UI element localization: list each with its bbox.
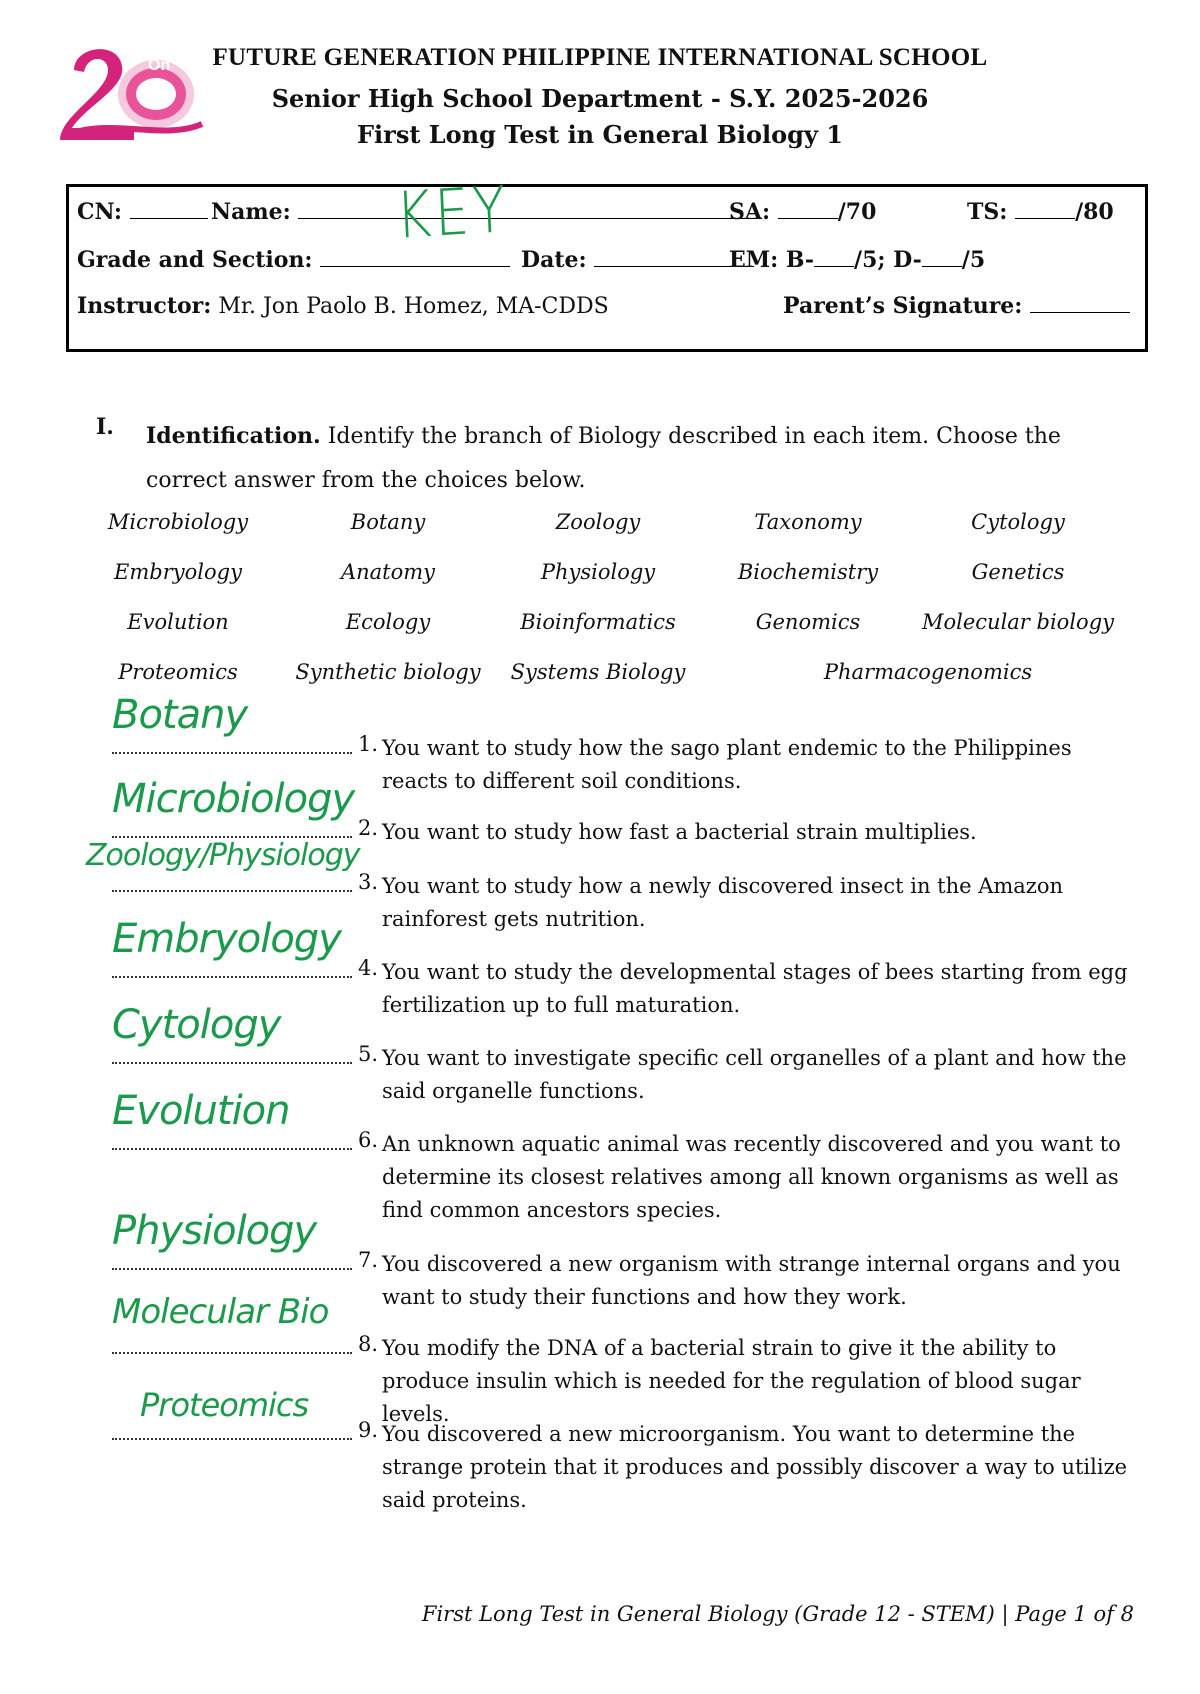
choice: Embryology (114, 560, 242, 584)
choice: Microbiology (107, 510, 249, 534)
question-text: You want to study how fast a bacterial strain multiplies. (382, 820, 977, 844)
sa-total: /70 (837, 199, 877, 225)
answer-blank[interactable] (112, 1438, 352, 1440)
date-label: Date: (521, 247, 587, 273)
name-label: Name: (211, 199, 291, 225)
question-number: 8. (358, 1332, 379, 1356)
question-text: You want to study the developmental stages of bees starting from egg fertilization up to full maturation. (382, 960, 1128, 1017)
handwritten-answer: Embryology (112, 916, 341, 962)
question-number: 4. (358, 956, 379, 980)
answer-blank[interactable] (112, 752, 352, 754)
answer-blank[interactable] (112, 1352, 352, 1354)
question-text: You want to study how a newly discovered insect in the Amazon rainforest gets nutrition. (382, 874, 1064, 931)
section-instructions (146, 414, 1126, 503)
choice: Cytology (971, 510, 1065, 534)
choice: Botany (350, 510, 426, 534)
choice: Physiology (540, 560, 656, 584)
handwritten-answer: Molecular Bio (112, 1292, 329, 1332)
question-text: You discovered a new microorganism. You want to determine the strange protein that it produces and possibly discover a way to utilize said proteins. (382, 1422, 1128, 1512)
answer-blank[interactable] (112, 1268, 352, 1270)
handwritten-answer: Zoology/Physiology (86, 838, 360, 873)
question-text: An unknown aquatic animal was recently discovered and you want to determine its closest relatives among all known organisms as well as find common ancestors species. (382, 1132, 1121, 1222)
choice: Molecular biology (922, 610, 1114, 634)
school-name: FUTURE GENERATION PHILIPPINE INTERNATIONAL SCHOOL (212, 44, 988, 71)
question-text: You modify the DNA of a bacterial strain to give it the ability to produce insulin which is needed for the regulation of blood sugar levels. (382, 1336, 1081, 1426)
date-field[interactable] (521, 247, 754, 273)
handwritten-answer: Physiology (112, 1208, 317, 1254)
ts-label: TS: (967, 199, 1008, 225)
question-number: 7. (358, 1248, 379, 1272)
answer-blank[interactable] (112, 976, 352, 978)
question-number: 2. (358, 816, 379, 840)
grade-section-label: Grade and Section: (77, 247, 313, 273)
choice: Ecology (345, 610, 431, 634)
question-number: 3. (358, 870, 379, 894)
question-text: You want to investigate specific cell organelles of a plant and how the said organelle functions. (382, 1046, 1127, 1103)
question-number: 1. (358, 732, 379, 756)
answer-blank[interactable] (112, 890, 352, 892)
em-mid: /5; D- (854, 247, 922, 273)
choice: Proteomics (118, 660, 238, 684)
choice: Pharmacogenomics (823, 660, 1033, 684)
svg-text:On: On (148, 57, 171, 74)
choice: Anatomy (340, 560, 436, 584)
em-end: /5 (961, 247, 986, 273)
choice: Taxonomy (754, 510, 862, 534)
em-label: EM: B- (729, 247, 815, 273)
choice: Synthetic biology (295, 660, 481, 684)
choice: Genomics (755, 610, 861, 634)
department: Senior High School Department - S.Y. 2025-2026 (271, 84, 929, 113)
sa-label: SA: (729, 199, 771, 225)
handwritten-answer: Botany (112, 692, 248, 738)
choice: Bioinformatics (520, 610, 676, 634)
choice: Biochemistry (737, 560, 879, 584)
question-text: You want to study how the sago plant endemic to the Philippines reacts to different soil conditions. (382, 736, 1072, 793)
page-footer: First Long Test in General Biology (Grade 12 - STEM) | Page 1 of 8 (421, 1602, 1134, 1626)
instructor-label: Instructor: (77, 293, 212, 319)
em-field[interactable] (729, 247, 985, 273)
section-number: I. (96, 414, 114, 440)
test-title: First Long Test in General Biology 1 (357, 120, 843, 149)
handwritten-answer: Proteomics (140, 1386, 309, 1424)
ts-total: /80 (1075, 199, 1114, 225)
cn-label: CN: (77, 199, 122, 225)
handwritten-answer: Evolution (112, 1088, 290, 1134)
question-text: You discovered a new organism with strange internal organs and you want to study their functions and how they work. (382, 1252, 1121, 1309)
handwritten-answer: Cytology (112, 1002, 281, 1048)
choice: Systems Biology (510, 660, 686, 684)
sa-field[interactable] (729, 199, 876, 225)
instructor-field (77, 293, 609, 319)
parent-signature-field[interactable] (783, 293, 1130, 319)
parent-signature-label: Parent’s Signature: (783, 293, 1023, 319)
question-number: 5. (358, 1042, 379, 1066)
answer-blank[interactable] (112, 1148, 352, 1150)
choice: Zoology (555, 510, 641, 534)
ts-field[interactable] (967, 199, 1114, 225)
question-number: 9. (358, 1418, 379, 1442)
question-number: 6. (358, 1128, 379, 1152)
name-handwritten-key: KEY (394, 173, 511, 254)
answer-blank[interactable] (112, 1062, 352, 1064)
instructor-name: Mr. Jon Paolo B. Homez, MA-CDDS (218, 294, 609, 319)
section-instructions-text: Identify the branch of Biology described in each item. Choose the correct answer from the choices below. (146, 424, 1061, 493)
cn-field[interactable] (77, 199, 208, 225)
choice: Evolution (127, 610, 229, 634)
section-title: Identification. (146, 423, 321, 449)
student-info-box (66, 184, 1148, 352)
choice: Genetics (971, 560, 1065, 584)
handwritten-answer: Microbiology (112, 776, 355, 822)
